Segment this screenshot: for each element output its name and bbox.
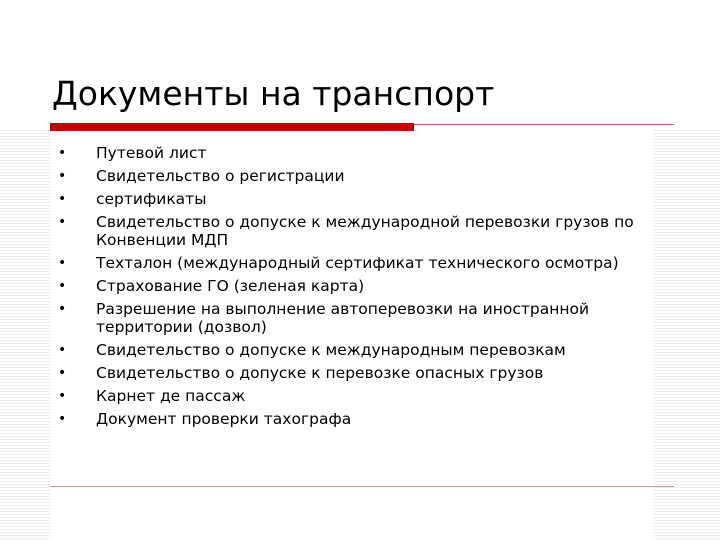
bullet-item bbox=[50, 341, 670, 359]
bullet-text: Путевой лист bbox=[96, 144, 207, 162]
bullet-icon: • bbox=[58, 301, 67, 317]
bullet-icon: • bbox=[58, 365, 67, 381]
bullet-item bbox=[50, 213, 670, 249]
bullet-text: Свидетельство о регистрации bbox=[96, 167, 345, 185]
bullet-text: Страхование ГО (зеленая карта) bbox=[96, 277, 365, 295]
bullet-item bbox=[50, 410, 670, 428]
bullet-icon: • bbox=[58, 342, 67, 358]
bullet-text: Техталон (международный сертификат технического осмотра) bbox=[96, 254, 619, 272]
bullet-list bbox=[50, 144, 670, 433]
bullet-item bbox=[50, 254, 670, 272]
title-underline-thin bbox=[414, 124, 674, 125]
bullet-text: Документ проверки тахографа bbox=[96, 410, 352, 428]
bullet-icon: • bbox=[58, 411, 67, 427]
bullet-icon: • bbox=[58, 191, 67, 207]
bullet-item bbox=[50, 144, 670, 162]
footer-divider bbox=[50, 486, 674, 487]
bullet-icon: • bbox=[58, 145, 67, 161]
bullet-item bbox=[50, 300, 670, 336]
slide-title: Документы на транспорт bbox=[52, 74, 495, 113]
bullet-item bbox=[50, 167, 670, 185]
bullet-item bbox=[50, 190, 670, 208]
title-underline-accent bbox=[50, 123, 414, 131]
bullet-text: Свидетельство о допуске к международной перевозки грузов по Конвенции МДП bbox=[96, 213, 634, 249]
bullet-item bbox=[50, 364, 670, 382]
bullet-text: Свидетельство о допуске к перевозке опасных грузов bbox=[96, 364, 544, 382]
bullet-icon: • bbox=[58, 278, 67, 294]
bullet-text: Разрешение на выполнение автоперевозки на иностранной территории (дозвол) bbox=[96, 300, 590, 336]
bullet-icon: • bbox=[58, 388, 67, 404]
bullet-text: Свидетельство о допуске к международным перевозкам bbox=[96, 341, 566, 359]
bullet-text: сертификаты bbox=[96, 190, 207, 208]
bullet-icon: • bbox=[58, 168, 67, 184]
bullet-icon: • bbox=[58, 214, 67, 230]
bullet-item bbox=[50, 387, 670, 405]
bullet-icon: • bbox=[58, 255, 67, 271]
bullet-text: Карнет де пассаж bbox=[96, 387, 246, 405]
bullet-item bbox=[50, 277, 670, 295]
